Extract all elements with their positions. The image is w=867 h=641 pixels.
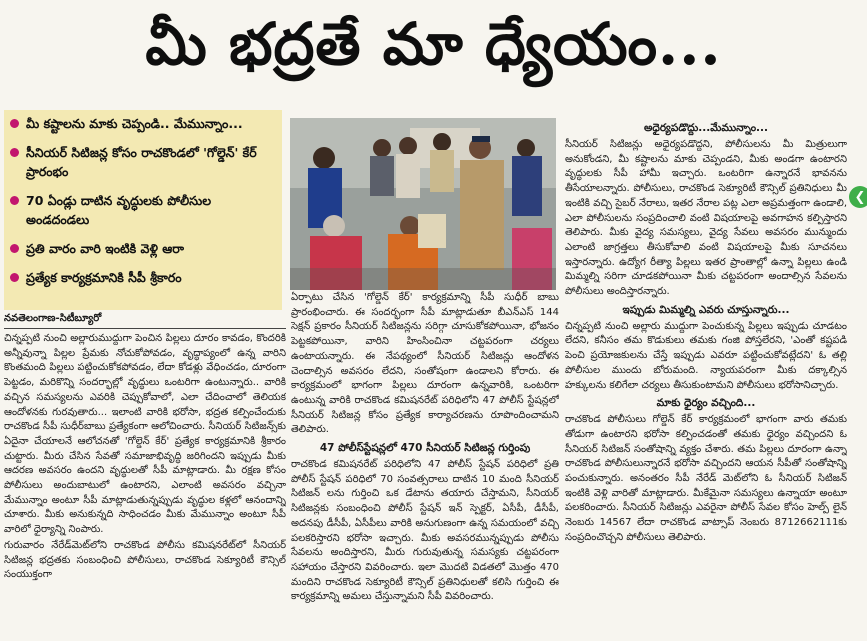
article-paragraph: సీనియర్ సిటిజన్లు అధైర్యపడొద్దని, పోలీసులను మీ మిత్రులుగా అనుకోండని, మీ కష్టాలను మాకు చెప్పండని, మీకు అండగా ఉంటారని వృద్ధులకు సీపీ హామీ ఇచ్చారు. ఒంటరిగా ఉన్నారనే భావనను తీసేయాలన్నారు. పోలీసులు, రాచకొండ సెక్యూరిటీ కౌన్సిల్ ప్రతినిధులు మీ ఇంటికి వచ్చి సైబర్ నేరాలు, ఇతర నేరాల పట్ల ఎలా అప్రమత్తంగా ఉండాలి, ఎలా పోలీసులను సంప్రదించాలి వంటి విషయాలపై అవగాహన కల్పిస్తారని తెలిపారు. మీకు వైద్య సమస్యలు, వైద్య సేవలు అవసరం మున్ముందు ఎలాంటి జాగ్రత్తలు తీసుకోవాలి వంటి విషయాలపై మీకు సూచనలు ఇస్తారన్నారు. ఉద్యోగ రీత్యా పిల్లలు ఇతర ప్రాంతాల్లో ఉన్నా పిల్లలు ఉండి మిమ్మల్ని సరిగా చూడకపోయినా మీకు చట్టపరంగా అందాల్సిన సేవలను పోలీసులు అందిస్తారన్నారు. — [565, 139, 847, 298]
share-icon[interactable]: ❮ — [849, 186, 867, 208]
highlight-item — [4, 239, 282, 258]
highlight-text: మీ కష్టాలను మాకు చెప్పండి.. మేమున్నాం... — [26, 116, 243, 131]
right-column — [565, 118, 847, 637]
article-paragraph: రాచకొండ కమిషనరేట్ పరిధిలోని 47 పోలీస్ స్టేషన్ పరిధిలో ప్రతి పోలీస్ స్టేషన్ పరిధిలో 70 సంవత్సరాలు దాటిన 10 మంది సీనియర్ సిటిజన్ లను గుర్తించి ఒక డేటాను తయారు చేస్తామని, సీనియర్ సిటిజన్లకు సంబంధించి పోలీస్ స్టేషన్ ఇన్ స్పెక్టర్, ఏసీపీ, డీసీపీ, అదనపు డీసీపీ, ఏసీపీలు వారికి అనుగుణంగా ఉన్న సమయంలో వచ్చి పలకరిస్తారని భరోసా ఇచ్చారు. మీకు అవసరమున్నప్పుడు పోలీసు సేవలను అందిస్తారని, మీరు గురువుతున్న సమస్యకు చట్టపరంగా సహాయం చేస్తారని వివరించారు. ఇలా మొదటి విడతలో మొత్తం 470 మందిని రాచకొండ సెక్యూరిటీ కౌన్సిల్ ప్రతినిధులతో కలిసి గుర్తించి ఈ కార్యక్రమాన్ని అమలు చేస్తున్నామని సీపీ వివరించారు. — [291, 459, 559, 603]
bullet-dot-icon — [10, 273, 19, 282]
section-subhead: మాకు ధైర్యం వచ్చింది... — [656, 397, 756, 410]
left-column — [4, 311, 286, 637]
event-photo — [290, 118, 556, 290]
highlights-box — [4, 110, 282, 310]
middle-column — [291, 291, 559, 637]
section-subhead: 47 పోలీస్‌స్టేషన్లలో 470 సీనియర్ సిటిజన్ల గుర్తింపు — [319, 442, 531, 455]
highlight-text: ప్రతి వారం వారి ఇంటికి వెళ్లి ఆరా — [26, 241, 184, 256]
bullet-dot-icon — [10, 196, 19, 205]
article-paragraph: గురువారం నేరేడ్‌మెట్‌లోని రాచకొండ పోలీసు కమిషనరేట్‌లో సీనియర్ సిటిజన్ల భద్రతకు సంబంధించి పోలీసులు, రాచకొండ సెక్యూరిటీ కౌన్సిల్ సంయుక్తంగా — [4, 539, 286, 581]
highlight-text: సీనియర్ సిటిజన్ల కోసం రాచకొండలో 'గోల్డెన్' కేర్ ప్రారంభం — [26, 145, 257, 179]
highlight-item — [4, 268, 282, 287]
highlight-text: ప్రత్యేక కార్యక్రమానికి సీపీ శ్రీకారం — [26, 270, 182, 285]
bullet-dot-icon — [10, 244, 19, 253]
bullet-dot-icon — [10, 148, 19, 157]
article-paragraph: చిన్నప్పటి నుంచి అల్లారు ముద్దుగా పెంచుకున్న పిల్లలు ఇప్పుడు చూడటం లేదని, కనీసం తమ కొడుకులు తమకు గంజి పోస్తలేరని, 'ఎంతో కష్టపడి పెంచి ప్రయోజకులను చేస్తే ఇప్పుడు ఎవరూ పట్టించుకోవట్లేదని' ఓ తల్లి పోలీసుల ముందు బోరుమంది. న్యాయపరంగా మీకు దక్కాల్సిన హక్కులను కలిగేలా చర్యలు తీసుకుంటామని పోలీసులు భరోసానిచ్చారు. — [565, 320, 847, 391]
highlight-text: 70 ఏండ్లు దాటిన వృద్ధులకు పోలీసుల అండదండలు — [26, 193, 212, 227]
article-paragraph: ఏర్పాటు చేసిన 'గోల్డెన్ కేర్' కార్యక్రమాన్ని సీపీ సుధీర్ బాబు ప్రారంభించారు. ఈ సందర్భంగా సీపీ మాట్లాడుతూ బీఎన్ఎస్ 144 సెక్షన్ ప్రకారం సీనియర్ సిటిజన్లను సరిగ్గా చూసుకోకపోయినా, భోజనం పెట్టకపోయినా, వారిని హింసించినా చట్టపరంగా చర్యలు ఉంటాయన్నారు. ఈ నేపథ్యంలో సీనియర్ సిటిజన్లు ఆందోళన చెందాల్సిన అవసరం లేదని, సంతోషంగా ఉండాలని కోరారు. ఈ కార్యక్రమంలో భాగంగా పిల్లలు దూరంగా ఉన్నవారికి, ఒంటరిగా ఉంటున్న వారికి రాచకొండ కమిషనరేట్ పరిధిలోని 47 పోలీస్ స్టేషన్లలో సీనియర్ సిటిజన్ల కోసం ప్రత్యేక కార్యాచరణను రూపొందించామని తెలిపారు. — [291, 292, 559, 436]
highlight-item — [4, 143, 282, 181]
section-subhead: ఇప్పుడు మిమ్మల్ని ఎవరు చూస్తున్నారు... — [622, 303, 790, 316]
article-paragraph: చిన్నప్పటి నుంచి అల్లారుముద్దుగా పెంచిన పిల్లలు దూరం కావడం, కొందరికి అన్నీవున్నా పిల్లల ప్రేమకు నోచుకోపోవడం, వృద్ధాప్యంలో ఉన్న వారిని కొంతమంది పిల్లలు పట్టించుకోకపోవడం, లేదా కోడళ్లు వేధించడం, దూరంగా పెట్టడం, మరికొన్ని సందర్భాల్లో వృద్ధులు ఒంటరిగా ఉంటున్నారు.. వారికి వచ్చిన సమస్యలను ఎవరికి చెప్పుకోవాలో, ఎలా చేదించాలో తెలియక ఆందోళనకు గురవుతారు... ఇలాంటి వారికి భరోసా, భద్రత కల్పించేందుకు రాచకొండ సీపీ సుధీర్‌బాబు ప్రత్యేకంగా ఆలోచించారు. సీనియర్ సిటిజన్స్‌కు ఏదైనా చేయాలనే ఆలోచనతో 'గోల్డెన్ కేర్' ప్రత్యేక కార్యక్రమానికి శ్రీకారం చుట్టారు. మీరు చేసిన సేవతో సమాజాభివృద్ధి జరిగిందని ఇప్పుడు మీకు ఆదరణ అవసరం ఉందని వృద్ధులతో సీపీ మాట్లాడారు. మీ రక్షణ కోసం పోలీసులు అందుబాటులో ఉంటారని, ఎలాంటి అవసరం వచ్చినా మేమున్నాం అంటూ సీపీ మాట్లాడుతున్నప్పుడు వృద్ధుల కళ్లలో ఆనందాన్ని చూశారు. మీకు అనుకున్నది సాధించడం మీకు మేమున్నాం అంటూ సీపీ వారిలో ధైర్యాన్ని నింపారు. — [4, 333, 286, 536]
bullet-dot-icon — [10, 119, 19, 128]
highlight-item — [4, 114, 282, 133]
headline: మీ భద్రతే మా ధ్యేయం... — [145, 9, 722, 78]
article-paragraph: రాచకొండ పోలీసులు గోల్డెన్ కేర్ కార్యక్రమంలో భాగంగా వారు తమకు తోడుగా ఉంటారని భరోసా కల్పించడంతో తమకు ధైర్యం వచ్చిందని ఓ సీనియర్ సిటిజన్ సంతోషాన్ని వ్యక్తం చేశారు. తమ పిల్లలు దూరంగా ఉన్నా రాచకొండ పోలీసులున్నారనే భరోసా వచ్చిందని ఆయన సీపీతో సంతోషాన్ని పంచుకున్నారు. అనంతరం సీపీ నేరేడ్ మెట్‌లోని ఓ సీనియర్ సిటిజన్ ఇంటికి వెళ్లి వారితో మాట్లాడారు. మీకేమైనా సమస్యలు ఉన్నాయా అంటూ పలకరించారు. సీనియర్ సిటిజన్లు ఎవరైనా పోలీస్ సేవల కోసం హెల్ప్ లైన్ నెంబరు 14567 లేదా రాచకొండ వాట్సాప్ నెంబరు 8712662111కు సంప్రదించొచ్చని పోలీసులు తెలిపారు. — [565, 414, 847, 543]
highlight-item — [4, 191, 282, 229]
divider — [4, 328, 286, 329]
section-subhead: అధైర్యపడొద్దు...మేమున్నాం... — [644, 122, 768, 134]
dateline: నవతెలంగాణ-సిటీబ్యూరో — [4, 313, 102, 324]
